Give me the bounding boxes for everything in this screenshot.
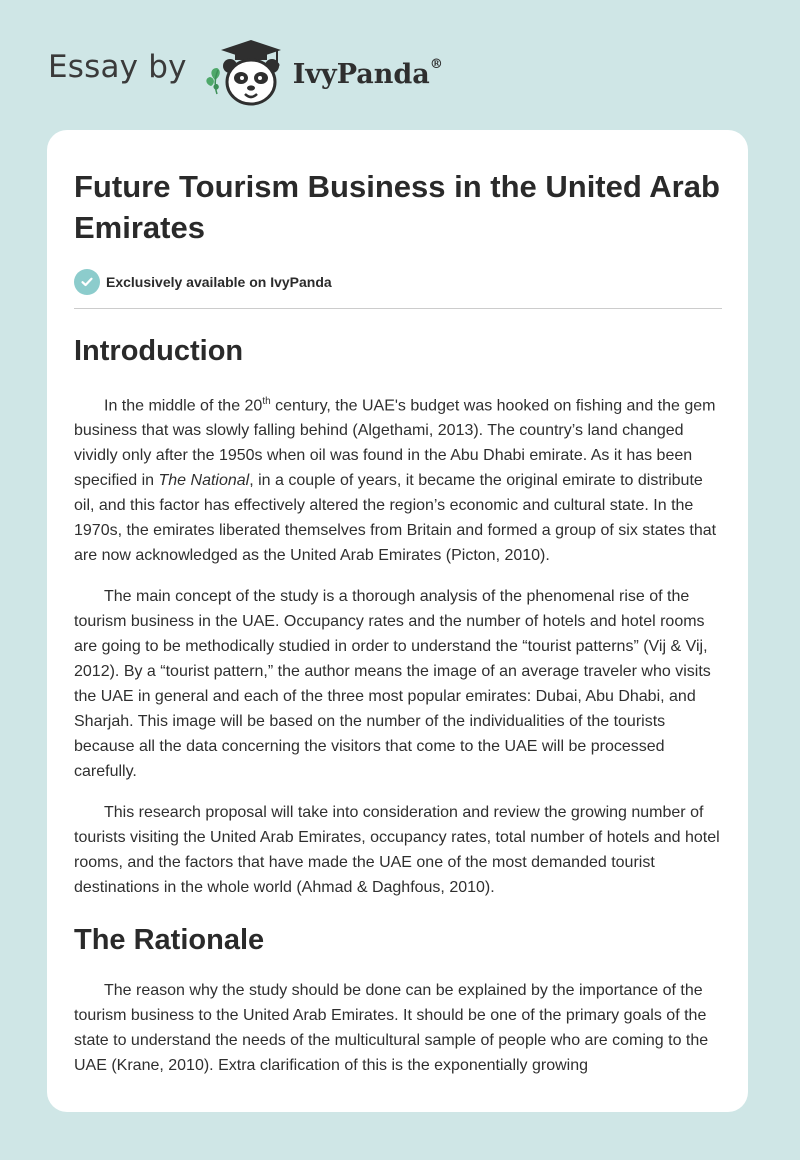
ivypanda-logo[interactable]	[201, 34, 443, 108]
paragraph: In the middle of the 20th century, the UAE's budget was hooked on fishing and the gem business that was slowly falling behind (Algethami, 2013). The country’s land changed vividly only after the 1950s when oil was found in the Abu Dhabi emirate. As it has been specified in The National, in a couple of years, it became the original emirate to distribute oil, and this factor has effectively altered the region’s economic and cultural state. In the 1970s, the emirates liberated themselves from Britain and formed a group of six states that are now acknowledged as the United Arab Emirates (Picton, 2010).	[74, 396, 717, 565]
badge-label: Exclusively available on IvyPanda	[106, 274, 332, 290]
essay-card	[47, 130, 748, 1112]
check-circle-icon	[74, 269, 100, 295]
paragraph: This research proposal will take into consideration and review the growing number of tourists visiting the United Arab Emirates, occupancy rates, total number of hotels and hotel rooms, and the factors that have made the UAE one of the most demanded tourist destinations in the whole world (Ahmad & Daghfous, 2010).	[74, 804, 720, 897]
section-heading-rationale: The Rationale	[74, 924, 265, 957]
panda-graduate-icon	[201, 34, 289, 108]
essay-title: Future Tourism Business in the United Arab Emirates	[74, 169, 720, 245]
essay-by-label: Essay by	[48, 49, 187, 85]
divider	[74, 308, 722, 309]
site-header	[48, 34, 443, 108]
paragraph: The reason why the study should be done can be explained by the importance of the tourism business to the United Arab Emirates. It should be one of the primary goals of the state to understand the needs of the multicultural sample of people who are coming to the UAE (Krane, 2010). Extra clarification of this is the exponentially growing	[74, 982, 709, 1075]
exclusive-badge	[74, 269, 722, 295]
essay-content	[74, 166, 722, 1078]
section-heading-introduction: Introduction	[74, 335, 244, 367]
brand-name: IvyPanda®	[292, 56, 443, 90]
paragraph: The main concept of the study is a thorough analysis of the phenomenal rise of the tourism business in the UAE. Occupancy rates and the number of hotels and hotel rooms are going to be methodically studied in order to understand the “tourist patterns” (Vij & Vij, 2012). By a “tourist pattern,” the author means the image of an average traveler who visits the UAE in general and each of the three most popular emirates: Dubai, Abu Dhabi, and Sharjah. This image will be based on the number of the individualities of the tourists because all the data concerning the visitors that come to the UAE will be processed carefully.	[74, 588, 711, 781]
registered-mark: ®	[429, 56, 443, 72]
leaf-icon	[206, 68, 219, 94]
